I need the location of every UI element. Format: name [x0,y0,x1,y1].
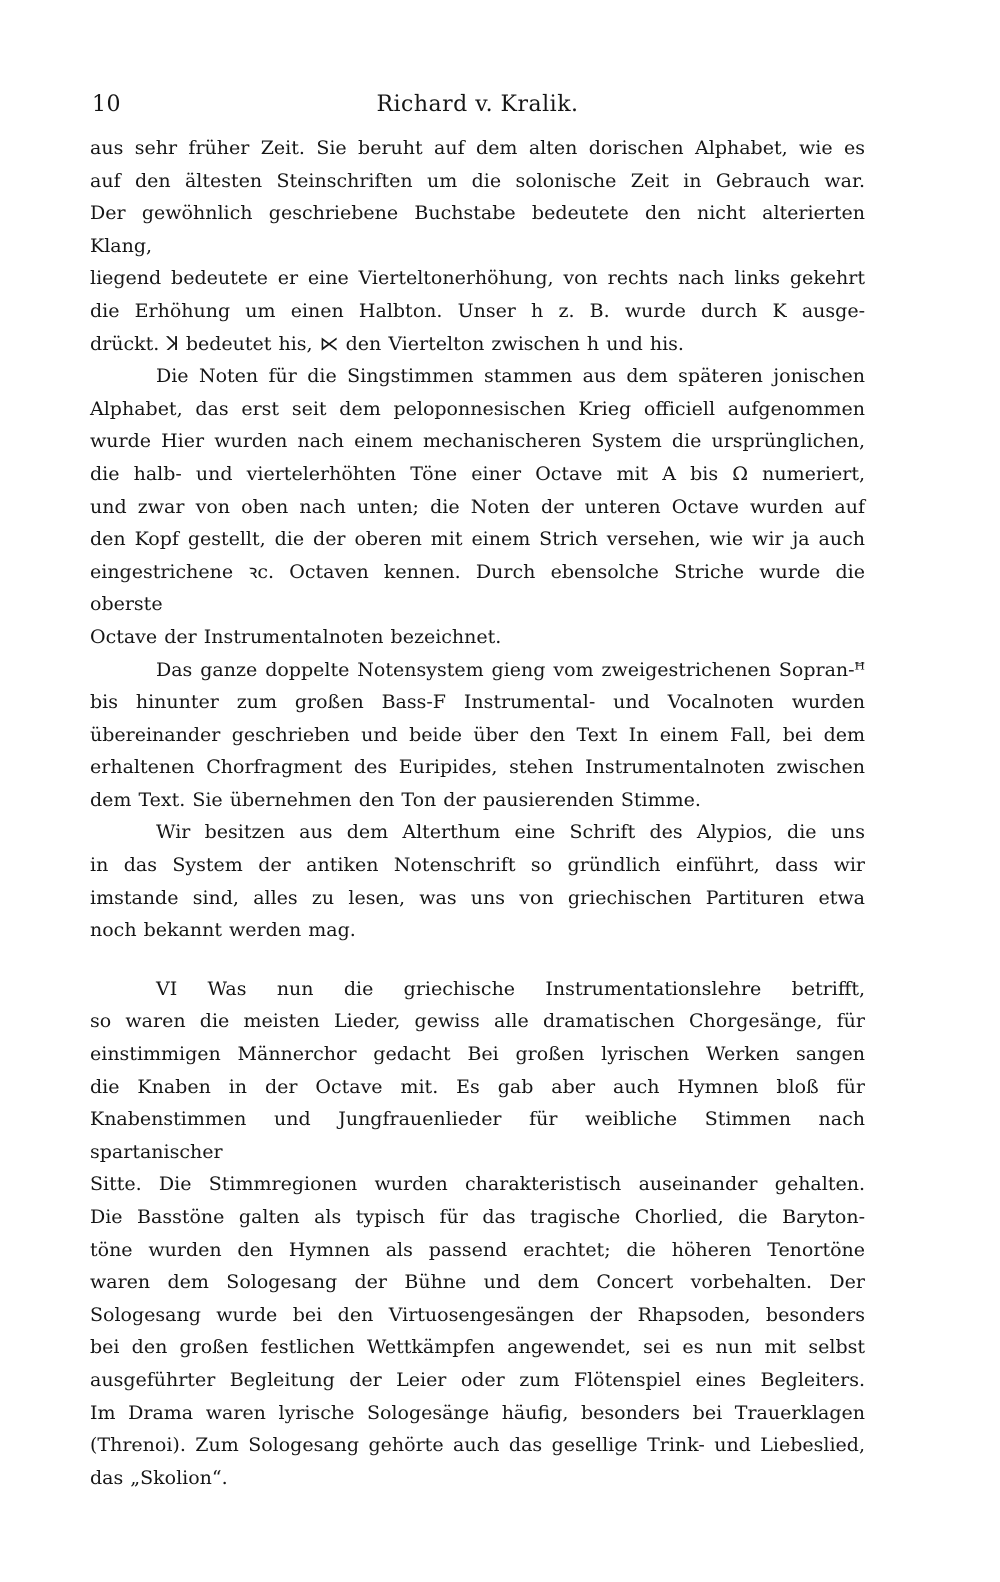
text-line: töne wurden den Hymnen als passend erachtet; die höheren Tenortöne [90,1238,865,1261]
text-line: einstimmigen Männerchor gedacht Bei großen lyrischen Werken sangen [90,1043,865,1066]
text-line: die Knaben in der Octave mit. Es gab aber auch Hymnen bloß für [90,1075,865,1098]
text-line: Wir besitzen aus dem Alterthum eine Schrift des Alypios, die uns [156,821,865,844]
paragraph-2 [90,360,865,653]
text-line: bei den großen festlichen Wettkämpfen angewendet, sei es nun mit selbst [90,1336,865,1359]
text-line: Sitte. Die Stimmregionen wurden charakteristisch auseinander gehalten. [90,1173,865,1196]
text-line: aus sehr früher Zeit. Sie beruht auf dem alten dorischen Alphabet, wie es [90,137,865,159]
text-line: übereinander geschrieben und beide über den Text In einem Fall, bei dem [90,723,865,746]
text-line: und zwar von oben nach unten; die Noten der unteren Octave wurden auf [90,495,865,518]
text-line: Im Drama waren lyrische Sologesänge häufig, besonders bei Trauerklagen [90,1401,865,1424]
text-line: Der gewöhnlich geschriebene Buchstabe bedeutete den nicht alterierten Klang, [90,202,865,257]
page-number: 10 [92,92,121,117]
text-line: dem Text. Sie übernehmen den Ton der pausierenden Stimme. [90,788,701,811]
text-line: das „Skolion“. [90,1466,228,1489]
page-header [90,92,865,132]
text-line: Das ganze doppelte Notensystem gieng vom zweigestrichenen Sopran-ꟸ [156,658,865,681]
text-line: Octave der Instrumentalnoten bezeichnet. [90,625,502,648]
text-line: noch bekannt werden mag. [90,919,356,942]
text-line: Die Basstöne galten als typisch für das tragische Chorlied, die Baryton- [90,1206,865,1228]
text-line: eingestrichene ꝛc. Octaven kennen. Durch ebensolche Striche wurde die oberste [90,560,865,616]
text-line: erhaltenen Chorfragment des Euripides, stehen Instrumentalnoten zwischen [90,756,865,779]
text-line: in das System der antiken Notenschrift so gründlich einführt, dass wir [90,854,865,877]
text-line: wurde Hier wurden nach einem mechanischeren System die ursprünglichen, [90,430,865,453]
text-line: Die Noten für die Singstimmen stammen aus dem späteren jonischen [156,365,865,388]
book-page [90,92,865,1494]
text-line: den Kopf gestellt, die der oberen mit einem Strich versehen, wie wir ja auch [90,528,865,551]
text-line: Alphabet, das erst seit dem peloponnesischen Krieg officiell aufgenommen [90,397,865,420]
paragraph-3 [90,654,865,817]
text-line: liegend bedeutete er eine Vierteltonerhöhung, von rechts nach links gekehrt [90,267,865,290]
paragraph-4 [90,816,865,946]
text-line: auf den ältesten Steinschriften um die solonische Zeit in Gebrauch war. [90,169,865,192]
text-line: VI Was nun die griechische Instrumentationslehre betrifft, [156,977,865,1000]
paragraph-1 [90,132,865,360]
text-line: die Erhöhung um einen Halbton. Unser h z. B. wurde durch K ausge- [90,299,865,322]
text-line: ausgeführter Begleitung der Leier oder zum Flötenspiel eines Begleiters. [90,1368,865,1391]
text-line: waren dem Sologesang der Bühne und dem Concert vorbehalten. Der [90,1271,865,1294]
text-line: Sologesang wurde bei den Virtuosengesängen der Rhapsoden, besonders [90,1303,865,1326]
text-line: die halb- und viertelerhöhten Töne einer Octave mit A bis Ω numeriert, [90,462,865,485]
text-line: so waren die meisten Lieder, gewiss alle dramatischen Chorgesänge, für [90,1010,865,1033]
paragraph-section-vi [90,973,865,1495]
running-head: Richard v. Kralik. [376,92,579,117]
text-line: Knabenstimmen und Jungfrauenlieder für weibliche Stimmen nach spartanischer [90,1108,865,1163]
text-line: drückt. ꓘ bedeutet his, ⋉ den Viertelton zwischen h und his. [90,332,684,355]
text-line: (Threnoi). Zum Sologesang gehörte auch das gesellige Trink- und Liebeslied, [90,1434,865,1457]
text-line: bis hinunter zum großen Bass-F Instrumental- und Vocalnoten wurden [90,691,865,714]
text-line: imstande sind, alles zu lesen, was uns von griechischen Partituren etwa [90,886,865,909]
